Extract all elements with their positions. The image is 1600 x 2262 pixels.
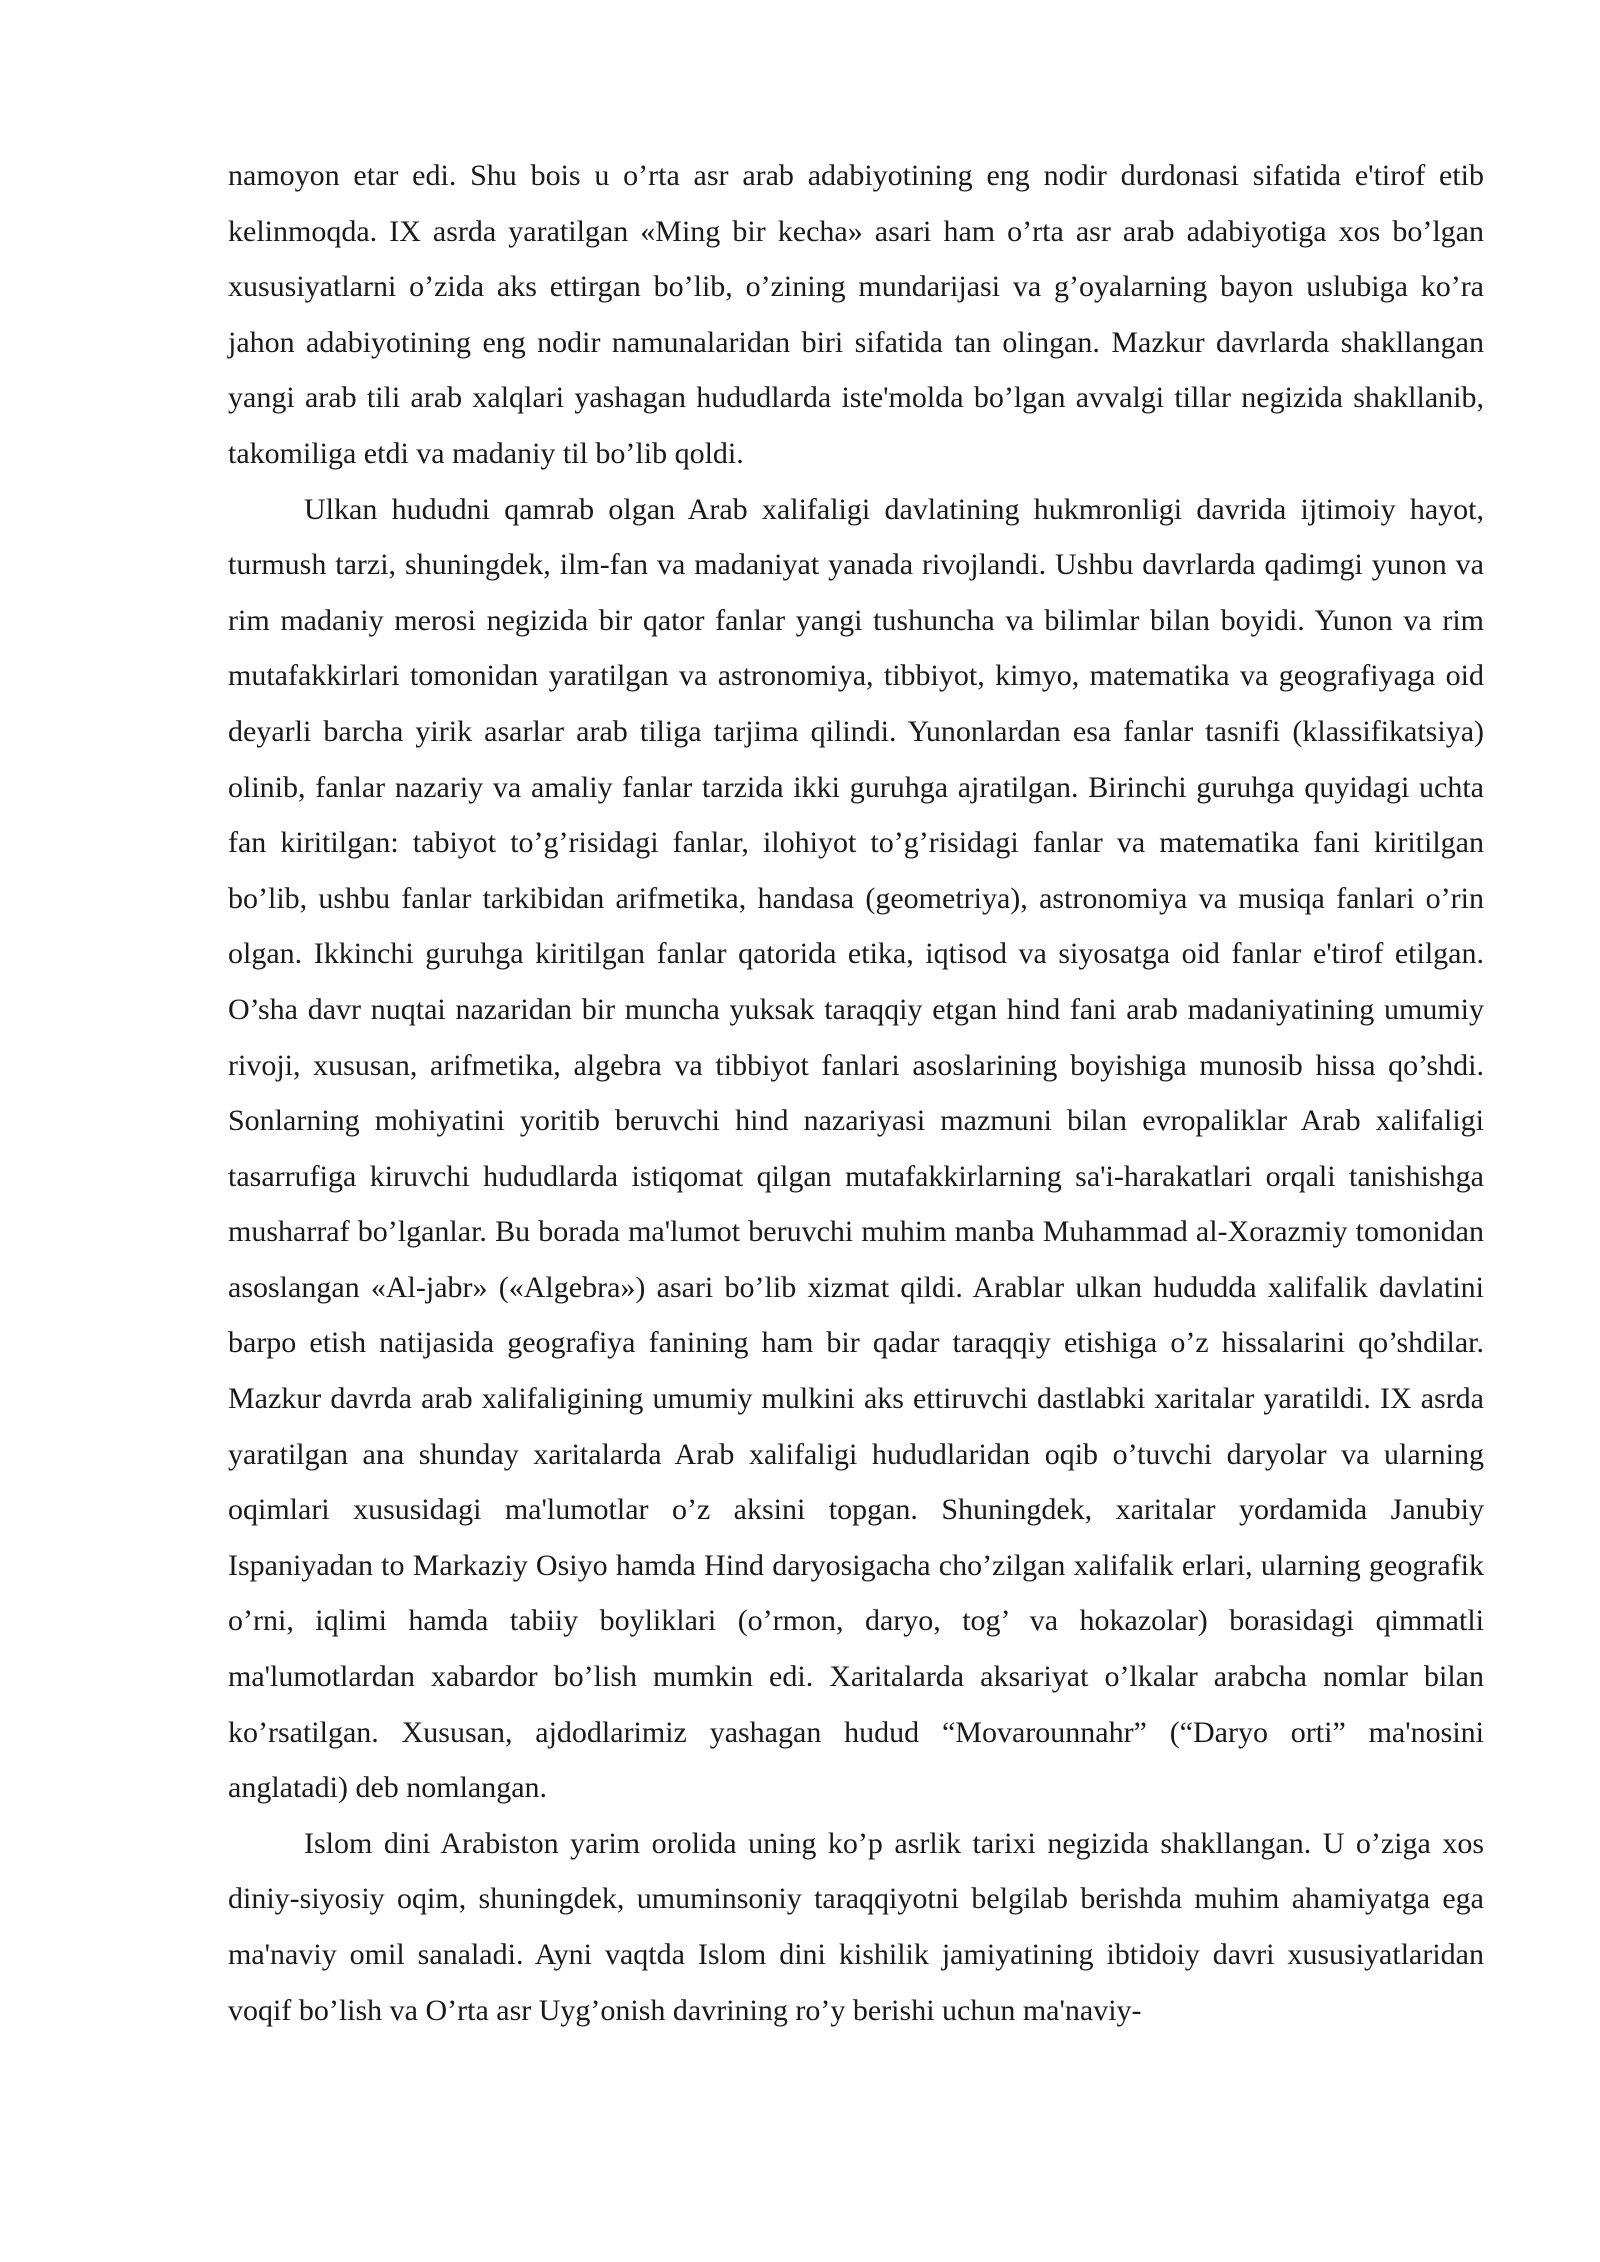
document-body <box>228 148 1484 2038</box>
paragraph-1: namoyon etar edi. Shu bois u o’rta asr arab adabiyotining eng nodir durdonasi sifatida e'tirof etib kelinmoqda. IX asrda yaratilgan «Ming bir kecha» asari ham o’rta asr arab adabiyotiga xos bo’lgan xususiyatlarni o’zida aks ettirgan bo’lib, o’zining mundarijasi va g’oyalarning bayon uslubiga ko’ra jahon adabiyotining eng nodir namunalaridan biri sifatida tan olingan. Mazkur davrlarda shakllangan yangi arab tili arab xalqlari yashagan hududlarda iste'molda bo’lgan avvalgi tillar negizida shakllanib, takomiliga etdi va madaniy til bo’lib qoldi. <box>228 159 1484 470</box>
paragraph-3: Islom dini Arabiston yarim orolida uning ko’p asrlik tarixi negizida shakllangan. U o’ziga xos diniy-siyosiy oqim, shuningdek, umuminsoniy taraqqiyotni belgilab berishda muhim ahamiyatga ega ma'naviy omil sanaladi. Ayni vaqtda Islom dini kishilik jamiyatining ibtidoiy davri xususiyatlaridan voqif bo’lish va O’rta asr Uyg’onish davrining ro’y berishi uchun ma'naviy- <box>228 1826 1484 2027</box>
paragraph-2: Ulkan hududni qamrab olgan Arab xalifaligi davlatining hukmronligi davrida ijtimoiy hayot, turmush tarzi, shuningdek, ilm-fan va madaniyat yanada rivojlandi. Ushbu davrlarda qadimgi yunon va rim madaniy merosi negizida bir qator fanlar yangi tushuncha va bilimlar bilan boyidi. Yunon va rim mutafakkirlari tomonidan yaratilgan va astronomiya, tibbiyot, kimyo, matematika va geografiyaga oid deyarli barcha yirik asarlar arab tiliga tarjima qilindi. Yunonlardan esa fanlar tasnifi (klassifikatsiya) olinib, fanlar nazariy va amaliy fanlar tarzida ikki guruhga ajratilgan. Birinchi guruhga quyidagi uchta fan kiritilgan: tabiyot to’g’risidagi fanlar, ilohiyot to’g’risidagi fanlar va matematika fani kiritilgan bo’lib, ushbu fanlar tarkibidan arifmetika, handasa (geometriya), astronomiya va musiqa fanlari o’rin olgan. Ikkinchi guruhga kiritilgan fanlar qatorida etika, iqtisod va siyosatga oid fanlar e'tirof etilgan. O’sha davr nuqtai nazaridan bir muncha yuksak taraqqiy etgan hind fani arab madaniyatining umumiy rivoji, xususan, arifmetika, algebra va tibbiyot fanlari asoslarining boyishiga munosib hissa qo’shdi. Sonlarning mohiyatini yoritib beruvchi hind nazariyasi mazmuni bilan evropaliklar Arab xalifaligi tasarrufiga kiruvchi hududlarda istiqomat qilgan mutafakkirlarning sa'i-harakatlari orqali tanishishga musharraf bo’lganlar. Bu borada ma'lumot beruvchi muhim manba Muhammad al-Xorazmiy tomonidan asoslangan «Al-jabr» («Algebra») asari bo’lib xizmat qildi. Arablar ulkan hududda xalifalik davlatini barpo etish natijasida geografiya fanining ham bir qadar taraqqiy etishiga o’z hissalarini qo’shdilar. Mazkur davrda arab xalifaligining umumiy mulkini aks ettiruvchi dastlabki xaritalar yaratildi. IX asrda yaratilgan ana shunday xaritalarda Arab xalifaligi hududlaridan oqib o’tuvchi daryolar va ularning oqimlari xususidagi ma'lumotlar o’z aksini topgan. Shuningdek, xaritalar yordamida Janubiy Ispaniyadan to Markaziy Osiyo hamda Hind daryosigacha cho’zilgan xalifalik erlari, ularning geografik o’rni, iqlimi hamda tabiiy boyliklari (o’rmon, daryo, tog’ va hokazolar) borasidagi qimmatli ma'lumotlardan xabardor bo’lish mumkin edi. Xaritalarda aksariyat o’lkalar arabcha nomlar bilan ko’rsatilgan. Xususan, ajdodlarimiz yashagan hudud “Movarounnahr” (“Daryo orti” ma'nosini anglatadi) deb nomlangan. <box>228 492 1484 1805</box>
